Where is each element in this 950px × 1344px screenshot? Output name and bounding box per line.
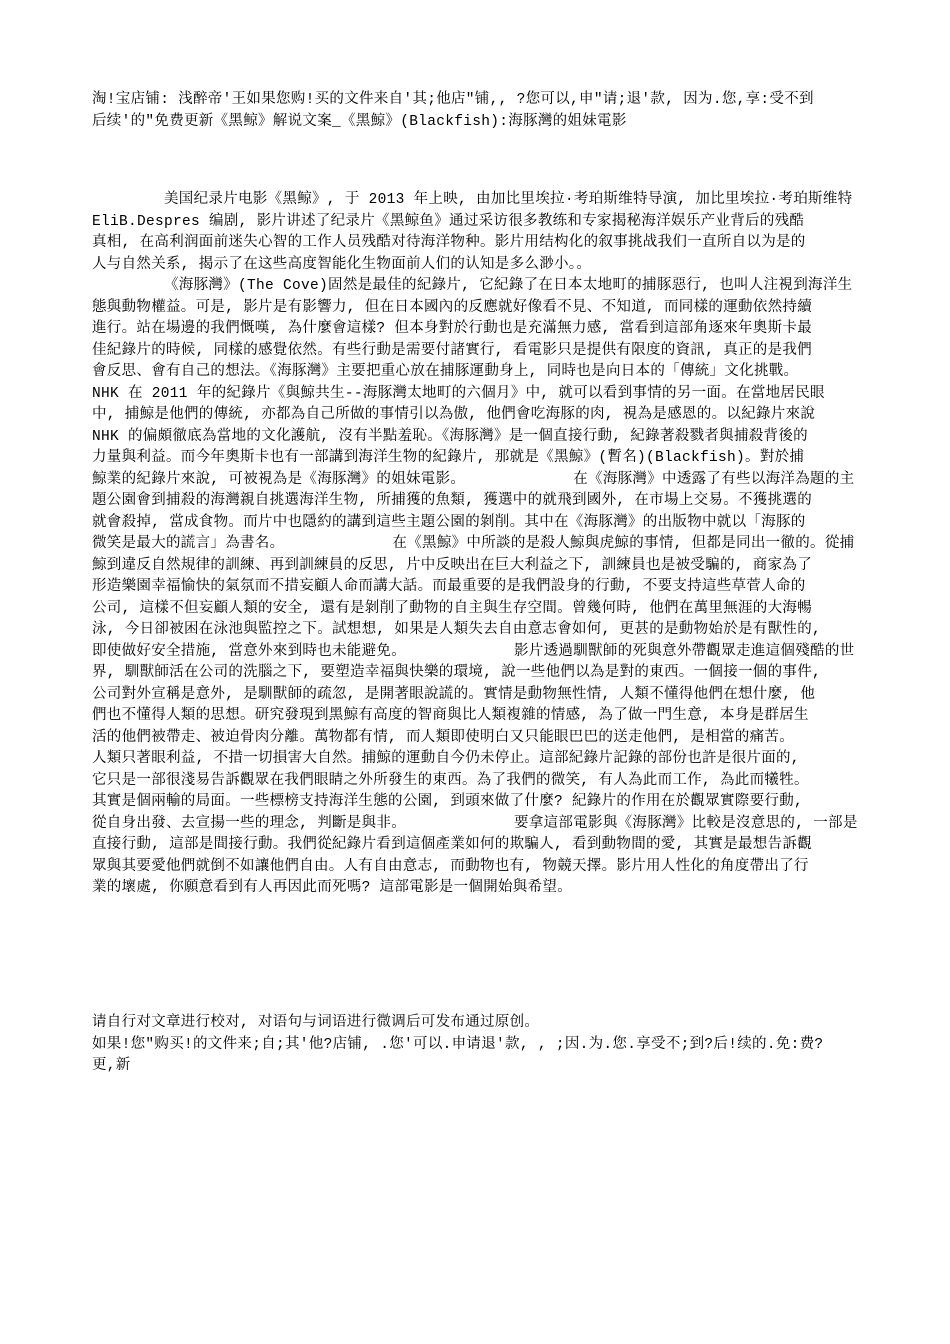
body-line: 即使做好安全措施, 當意外來到時也未能避免。 影片透過馴獸師的死與意外帶觀眾走進這個殘酷的世 (92, 643, 855, 660)
body-line: 眾與其要愛他們就倒不如讓他們自由。人有自由意志, 而動物也有, 物競天擇。影片用人性化的角度帶出了行 (92, 858, 809, 875)
body-line: 《海豚灣》(The Cove)固然是最佳的紀錄片, 它紀錄了在日本太地町的捕豚惡行, 也叫人注視到海洋生 (92, 278, 853, 294)
body-line: 直接行動, 這部是間接行動。我們從紀錄片看到這個產業如何的欺騙人, 看到動物間的愛, 其實是最想告訴觀 (92, 837, 813, 853)
body-line: NHK 的偏頗徹底為當地的文化護航, 沒有半點羞恥。《海豚灣》是一個直接行動, 紀錄著殺戮者與捕殺背後的 (92, 428, 808, 445)
body-line: 業的壞處, 你願意看到有人再因此而死嗎? 這部電影是一個開始與希望。 (92, 880, 573, 896)
body-line: 美国纪录片电影《黑鲸》, 于 2013 年上映, 由加比里埃拉·考珀斯维特导演, 加比里埃拉·考珀斯维特 (92, 192, 853, 208)
body-line: 公司對外宣稱是意外, 是馴獸師的疏忽, 是開著眼說謊的。實情是動物無性情, 人類不懂得他們在想什麼, 他 (92, 686, 816, 703)
footer-line-1: 请自行对文章进行校对, 对语句与词语进行微调后可发布通过原创。 (92, 1015, 540, 1031)
body-line: 泳, 今日卻被困在泳池與監控之下。試想想, 如果是人類失去自由意志會如何, 更甚的是動物始於是有獸性的, (92, 622, 822, 638)
header-line-1: 淘!宝店铺: 浅醉帝'王如果您购!买的文件来自'其;他店"铺,, ?您可以,申"请;退'款, 因为.您,享:受不到 (92, 92, 814, 108)
body-line: 中, 捕鯨是他們的傳統, 亦都為自己所做的事情引以為傲, 他們會吃海豚的肉, 視為是感恩的。以紀錄片來說 (92, 407, 816, 423)
body-line: 其實是個兩輸的局面。一些標榜支持海洋生態的公園, 到頭來做了什麼? 紀錄片的作用在於觀眾實際要行動, (92, 794, 804, 810)
header-line-2: 后续'的"免费更新《黑鲸》解说文案_《黑鯨》(Blackfish):海豚灣的姐妹電影 (92, 113, 627, 130)
body-line: 就會殺掉, 當成食物。而片中也隱約的講到這些主題公園的剝削。其中在《海豚灣》的出版物中就以「海豚的 (92, 514, 806, 531)
footer-line-3: 更,新 (92, 1058, 131, 1074)
body-line: 進行。站在場邊的我們慨嘆, 為什麼會這樣? 但本身對於行動也是充滿無力感, 當看到這部角逐來年奧斯卡最 (92, 321, 813, 337)
body-line: 人与自然关系, 揭示了在这些高度智能化生物面前人们的认知是多么渺小。。 (92, 256, 592, 273)
body-line: 們也不懂得人類的思想。研究發現到黑鯨有高度的智商與比人類複雜的情感, 為了做一門生意, 本身是群居生 (92, 708, 809, 724)
body-line: 公司, 這樣不但妄顧人類的安全, 還有是剝削了動物的自主與生存空間。曾幾何時, 他們在萬里無涯的大海暢 (92, 600, 813, 617)
body-line: 微笑是最大的謊言」為書名。 在《黑鯨》中所談的是殺人鯨與虎鯨的事情, 但都是同出一徹的。從捕 (92, 536, 855, 552)
body-line: NHK 在 2011 年的紀錄片《與鯨共生--海豚灣太地町的六個月》中, 就可以看到事情的另一面。在當地居民眼 (92, 385, 825, 402)
body-line: 力量與利益。而今年奧斯卡也有一部講到海洋生物的紀錄片, 那就是《黑鯨》(暫名)(Blackfish)。對於捕 (92, 450, 805, 466)
document-body (92, 190, 858, 900)
body-line: 鯨業的紀錄片來說, 可被視為是《海豚灣》的姐妹電影。 在《海豚灣》中透露了有些以海洋為題的主 (92, 471, 855, 488)
body-line: 態與動物權益。可是, 影片是有影響力, 但在日本國內的反應就好像看不見、不知道, 而同樣的運動依然持續 (92, 299, 813, 316)
body-line: 形造樂園幸福愉快的氣氛而不措妄顧人命而講大話。而最重要的是我們設身的行動, 不要支持這些草菅人命的 (92, 579, 806, 595)
body-line: EliB.Despres 编剧, 影片讲述了纪录片《黑鲸鱼》通过采访很多教练和专家揭秘海洋娱乐产业背后的残酷 (92, 213, 805, 230)
body-line: 從自身出發、去宣揚一些的理念, 判斷是與非。 要拿這部電影與《海豚灣》比較是沒意思的, 一部是 (92, 815, 858, 832)
body-line: 鯨到違反自然規律的訓練、再到訓練員的反思, 片中反映出在巨大利益之下, 訓練員也是被受騙的, 商家為了 (92, 557, 813, 574)
body-line: 活的他們被帶走、被迫骨肉分離。萬物都有情, 而人類即使明白又只能眼巴巴的送走他們, 是相當的痛苦。 (92, 729, 795, 746)
body-line: 人類只著眼利益, 不措一切損害大自然。捕鯨的運動自今仍未停止。這部紀錄片記錄的部份也許是很片面的, (92, 751, 800, 767)
body-line: 佳紀錄片的時候, 同樣的感覺依然。有些行動是需要付諸實行, 看電影只是提供有限度的資訊, 真正的是我們 (92, 342, 813, 359)
footer-line-2: 如果!您"购买!的文件来;自;其'他?店铺, .您'可以.申请退'款, , ;因.为.您.享受不;到?后!续的.免:费? (92, 1036, 824, 1053)
body-line: 題公園會到捕殺的海灣親自挑選海洋生物, 所捕獲的魚類, 獲選中的就飛到國外, 在市場上交易。不獲挑選的 (92, 493, 813, 509)
body-line: 它只是一部很淺易告訴觀眾在我們眼睛之外所發生的東西。為了我們的微笑, 有人為此而工作, 為此而犧牲。 (92, 772, 809, 789)
document-footer (92, 1013, 823, 1078)
document-header (92, 90, 814, 133)
body-line: 界, 馴獸師活在公司的洗腦之下, 要塑造幸福與快樂的環境, 說一些他們以為是對的東西。一個接一個的事件, (92, 665, 822, 681)
body-line: 真相, 在高利润面前迷失心智的工作人员残酷对待海洋物种。影片用结构化的叙事挑战我们一直所自以为是的 (92, 235, 806, 251)
body-line: 會反思、會有自己的想法。《海豚灣》主要把重心放在捕豚運動身上, 同時也是向日本的「傳統」文化挑戰。 (92, 364, 799, 380)
